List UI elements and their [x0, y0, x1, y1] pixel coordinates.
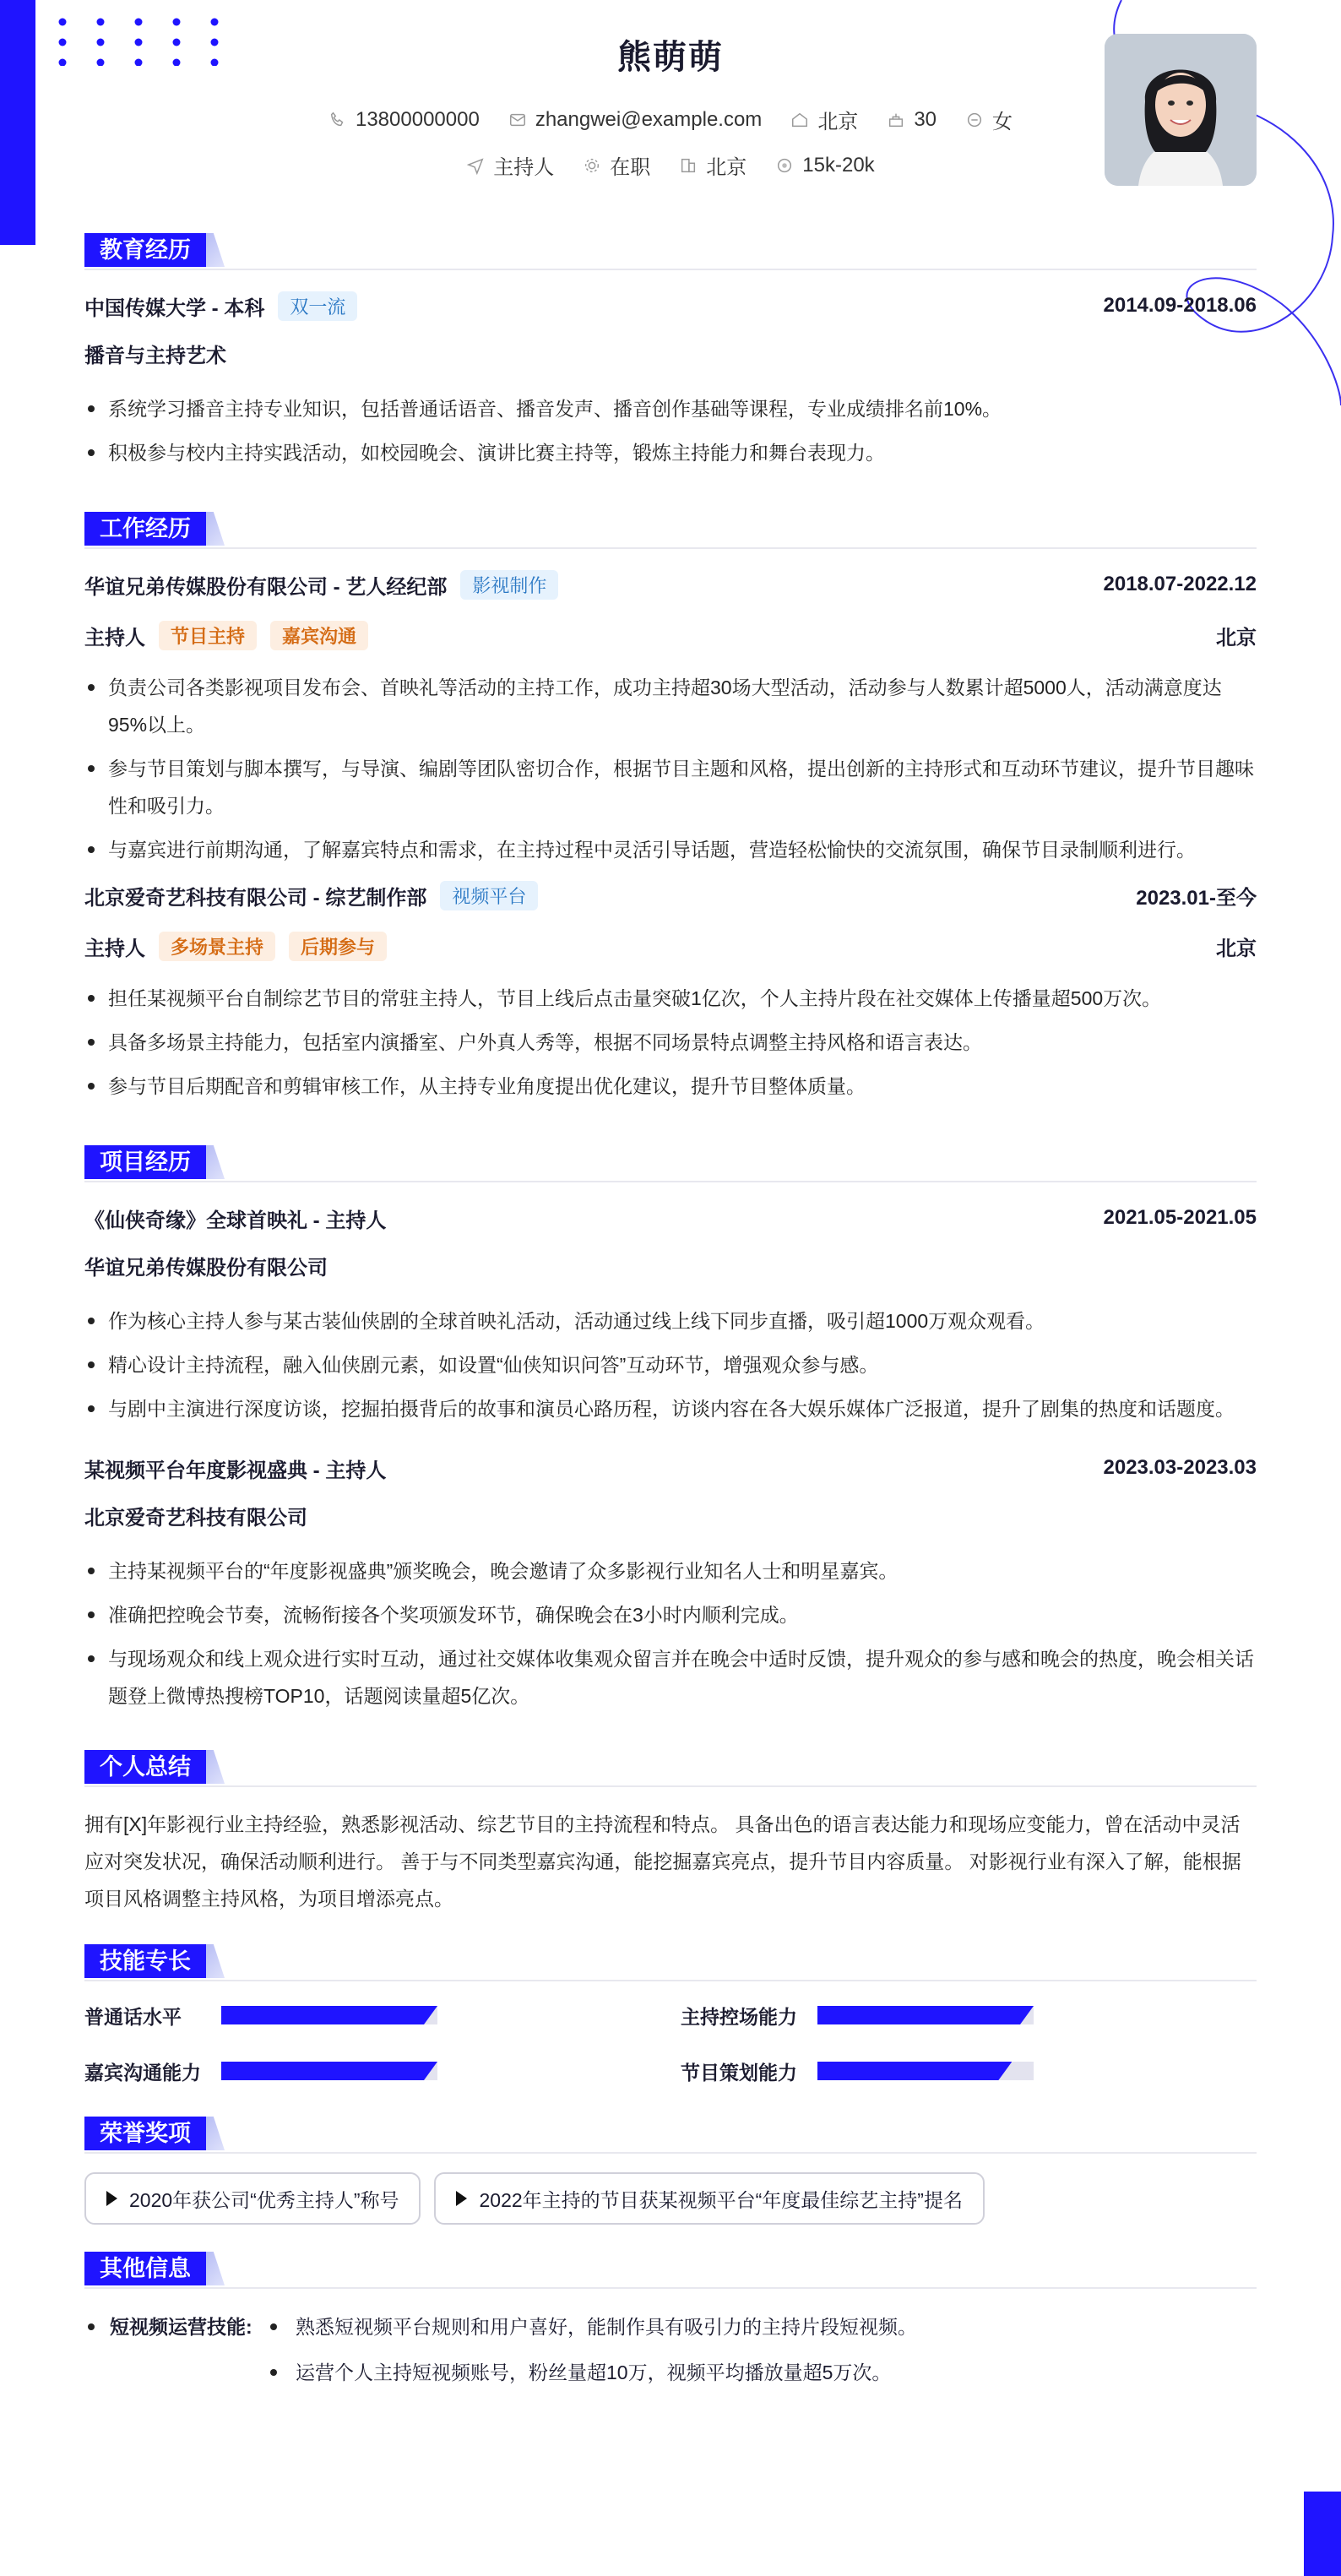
info-status — [583, 150, 650, 180]
location-text: 北京 — [817, 111, 859, 133]
major: 播音与主持艺术 — [84, 345, 226, 367]
work-entry-header — [84, 878, 1257, 912]
section-title: 荣誉奖项 — [84, 2117, 206, 2150]
award-chip — [434, 2172, 984, 2225]
gender-text: 女 — [992, 111, 1013, 133]
section-title: 技能专长 — [84, 1944, 206, 1978]
list-item: 运营个人主持短视频账号，粉丝量超10万，视频平均播放量超5万次。 — [267, 2353, 917, 2392]
project-entry-header — [84, 1201, 1257, 1235]
list-item: 主持某视频平台的“年度影视盛典”颁奖晚会，晚会邀请了众多影视行业知名人士和明星嘉宾。 — [84, 1552, 1257, 1590]
section-title: 工作经历 — [84, 512, 206, 546]
section-header — [84, 2115, 1257, 2154]
awards-section — [84, 2115, 1257, 2225]
company-name: 北京爱奇艺科技有限公司 - 综艺制作部 — [84, 886, 427, 910]
info-age — [887, 105, 937, 134]
skill-bar — [221, 2006, 437, 2024]
play-icon — [106, 2191, 117, 2206]
list-item: 参与节目后期配音和剪辑审核工作，从主持专业角度提出优化建议，提升节目整体质量。 — [84, 1068, 1257, 1105]
target-city-text: 北京 — [706, 156, 747, 179]
other-info — [84, 2307, 1257, 2399]
list-item: 负责公司各类影视项目发布会、首映礼等活动的主持工作，成功主持超30场大型活动，活动参与人数累计超5000人，活动满意度达95%以上。 — [84, 669, 1257, 743]
section-title: 教育经历 — [84, 233, 206, 267]
info-location — [790, 105, 858, 134]
work-entry-header — [84, 568, 1257, 601]
skill-name: 节目策划能力 — [681, 2061, 797, 2084]
work-date: 2023.01-至今 — [1136, 886, 1257, 910]
salary-text: 15k-20k — [802, 153, 875, 177]
skill-bar-fill — [221, 2006, 437, 2024]
school-tag: 双一流 — [278, 291, 357, 321]
avatar — [1105, 34, 1257, 186]
project-title: 某视频平台年度影视盛典 - 主持人 — [84, 1459, 387, 1482]
gear-icon — [583, 156, 601, 175]
skill-item — [84, 2000, 681, 2030]
section-header — [84, 2250, 1257, 2289]
work-city: 北京 — [1216, 937, 1257, 960]
project-section — [84, 1144, 1257, 1715]
section-title: 项目经历 — [84, 1145, 206, 1179]
work-section — [84, 510, 1257, 1105]
play-icon — [456, 2191, 467, 2206]
skill-name: 主持控场能力 — [681, 2005, 797, 2028]
summary-section — [84, 1748, 1257, 1917]
project-title: 《仙侠奇缘》全球首映礼 - 主持人 — [84, 1209, 387, 1232]
skill-bar-fill — [817, 2006, 1034, 2024]
section-title: 其他信息 — [84, 2252, 206, 2285]
info-target-city — [679, 150, 747, 180]
list-item: 与嘉宾进行前期沟通，了解嘉宾特点和需求，在主持过程中灵活引导话题，营造轻松愉快的交流氛围，确保节目录制顺利进行。 — [84, 831, 1257, 868]
list-item: 精心设计主持流程，融入仙侠剧元素，如设置“仙侠知识问答”互动环节，增强观众参与感。 — [84, 1346, 1257, 1383]
skill-bar — [817, 2006, 1034, 2024]
work-date: 2018.07-2022.12 — [1103, 573, 1257, 595]
info-position — [466, 150, 554, 180]
education-bullets — [84, 390, 1257, 471]
industry-tag: 视频平台 — [440, 881, 538, 910]
work-city: 北京 — [1216, 626, 1257, 649]
list-item: 准确把控晚会节奏，流畅衔接各个奖项颁发环节，确保晚会在3小时内顺利完成。 — [84, 1596, 1257, 1633]
project-date: 2021.05-2021.05 — [1103, 1206, 1257, 1229]
mail-icon — [508, 111, 527, 129]
info-email — [508, 105, 763, 134]
role-tag: 嘉宾沟通 — [270, 621, 368, 650]
age-text: 30 — [914, 107, 937, 131]
company-name: 华谊兄弟传媒股份有限公司 - 艺人经纪部 — [84, 575, 448, 599]
other-section — [84, 2250, 1257, 2399]
industry-tag: 影视制作 — [460, 570, 558, 600]
section-title: 个人总结 — [84, 1750, 206, 1784]
award-text: 2020年获公司“优秀主持人”称号 — [129, 2188, 399, 2211]
awards-list — [84, 2172, 1257, 2225]
role-line — [84, 618, 1257, 652]
phone-text: 13800000000 — [355, 107, 480, 131]
info-salary — [775, 150, 874, 180]
cake-icon — [887, 111, 905, 129]
position-text: 主持人 — [493, 156, 555, 179]
list-item: 与剧中主演进行深度访谈，挖掘拍摄背后的故事和演员心路历程，访谈内容在各大娱乐媒体广泛报道，提升了剧集的热度和话题度。 — [84, 1390, 1257, 1427]
skill-item — [681, 2000, 1257, 2030]
section-header — [84, 510, 1257, 549]
project-bullets — [84, 1302, 1257, 1427]
skill-item — [681, 2056, 1257, 2086]
role-tag: 后期参与 — [289, 932, 387, 961]
role-title: 主持人 — [84, 626, 145, 649]
home-icon — [790, 111, 809, 129]
education-date: 2014.09-2018.06 — [1103, 294, 1257, 317]
school-name: 中国传媒大学 - 本科 — [84, 296, 265, 320]
resume-content — [84, 231, 1257, 2399]
project-org: 华谊兄弟传媒股份有限公司 — [84, 1257, 328, 1280]
info-phone — [328, 105, 480, 134]
section-header — [84, 231, 1257, 270]
candidate-name: 熊萌萌 — [617, 39, 724, 76]
work-bullets — [84, 980, 1257, 1105]
skill-bar — [221, 2062, 437, 2080]
role-tag: 节目主持 — [159, 621, 257, 650]
gender-icon — [965, 111, 984, 129]
summary-text: 拥有[X]年影视行业主持经验，熟悉影视活动、综艺节目的主持流程和特点。 具备出色的语言表达能力和现场应变能力，曾在活动中灵活应对突发状况，确保活动顺利进行。 善于与不同类型嘉宾沟通，能挖掘嘉宾亮点，提升节目内容质量。 对影视行业有深入了解，能根据项目风格调整主持风格，为项目增添亮点。 — [84, 1813, 1241, 1910]
skill-name: 普通话水平 — [84, 2005, 182, 2028]
status-text: 在职 — [610, 156, 651, 179]
project-org: 北京爱奇艺科技有限公司 — [84, 1507, 307, 1530]
section-header — [84, 1943, 1257, 1981]
skills-section — [84, 1943, 1257, 2086]
section-header — [84, 1144, 1257, 1182]
skill-bar-fill — [221, 2062, 437, 2080]
education-section — [84, 231, 1257, 471]
role-title: 主持人 — [84, 937, 145, 960]
skill-item — [84, 2056, 681, 2086]
list-item: 熟悉短视频平台规则和用户喜好，能制作具有吸引力的主持片段短视频。 — [267, 2307, 917, 2346]
section-header — [84, 1748, 1257, 1787]
email-text: zhangwei@example.com — [535, 107, 763, 131]
list-item: 积极参与校内主持实践活动，如校园晚会、演讲比赛主持等，锻炼主持能力和舞台表现力。 — [84, 434, 1257, 471]
list-item: 参与节目策划与脚本撰写，与导演、编剧等团队密切合作，根据节目主题和风格，提出创新的主持形式和互动环节建议，提升节目趣味性和吸引力。 — [84, 750, 1257, 824]
coin-icon — [775, 156, 794, 175]
send-icon — [466, 156, 485, 175]
skills-grid — [84, 2000, 1257, 2086]
decorative-bar-bottom-right — [1304, 2492, 1341, 2576]
project-bullets — [84, 1552, 1257, 1715]
award-chip — [84, 2172, 421, 2225]
project-entry-header — [84, 1451, 1257, 1485]
skill-name: 嘉宾沟通能力 — [84, 2061, 201, 2084]
list-item: 作为核心主持人参与某古装仙侠剧的全球首映礼活动，活动通过线上线下同步直播，吸引超1000万观众观看。 — [84, 1302, 1257, 1340]
phone-icon — [328, 111, 347, 129]
building-icon — [679, 156, 698, 175]
work-bullets — [84, 669, 1257, 868]
other-label: 短视频运营技能: — [84, 2307, 267, 2399]
education-entry — [84, 289, 1257, 323]
other-items — [267, 2307, 917, 2399]
list-item: 担任某视频平台自制综艺节目的常驻主持人，节目上线后点击量突破1亿次，个人主持片段在社交媒体上传播量超500万次。 — [84, 980, 1257, 1017]
role-tag: 多场景主持 — [159, 932, 275, 961]
project-date: 2023.03-2023.03 — [1103, 1456, 1257, 1479]
skill-bar — [817, 2062, 1034, 2080]
avatar-photo — [1105, 34, 1257, 186]
role-line — [84, 929, 1257, 963]
list-item: 系统学习播音主持专业知识，包括普通话语音、播音发声、播音创作基础等课程，专业成绩排名前10%。 — [84, 390, 1257, 427]
list-item: 与现场观众和线上观众进行实时互动，通过社交媒体收集观众留言并在晚会中适时反馈，提升观众的参与感和晚会的热度，晚会相关话题登上微博热搜榜TOP10，话题阅读量超5亿次。 — [84, 1640, 1257, 1715]
award-text: 2022年主持的节目获某视频平台“年度最佳综艺主持”提名 — [479, 2188, 963, 2211]
skill-bar-fill — [817, 2062, 1012, 2080]
list-item: 具备多场景主持能力，包括室内演播室、户外真人秀等，根据不同场景特点调整主持风格和语言表达。 — [84, 1024, 1257, 1061]
info-gender — [965, 105, 1013, 134]
